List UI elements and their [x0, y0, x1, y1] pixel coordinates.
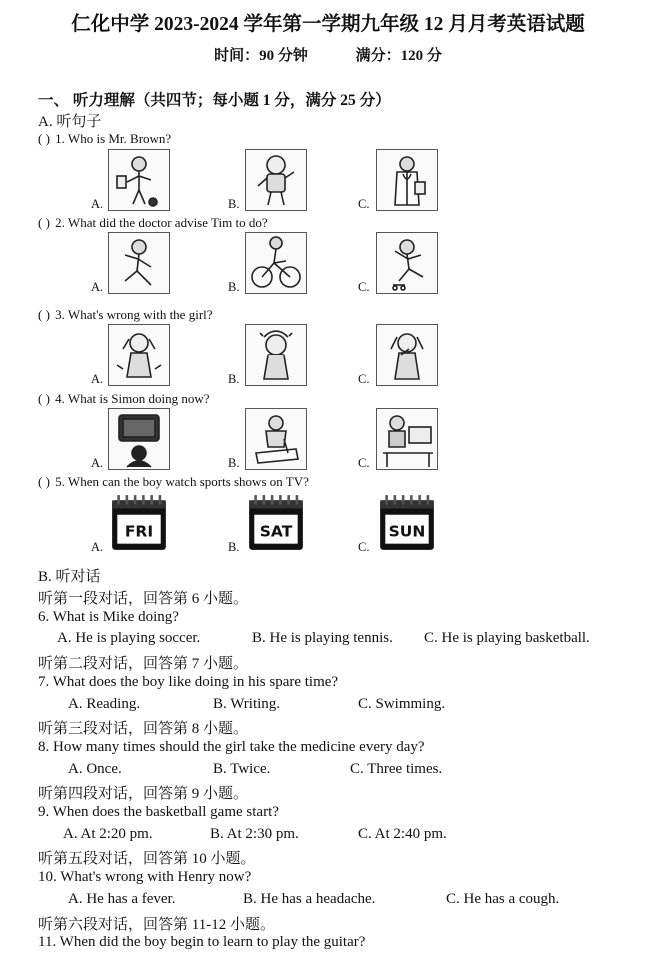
answer-option[interactable]: A. He is playing soccer. — [57, 630, 201, 647]
option-letter: A. — [91, 197, 104, 211]
watching-tv-icon — [108, 408, 170, 470]
option-letter: B. — [228, 540, 240, 554]
exam-subtitle — [0, 44, 656, 65]
dialogue-instruction: 听第六段对话，回答第 11-12 小题。 — [38, 916, 275, 933]
answer-blank[interactable]: ( ) — [38, 307, 50, 322]
drawing-boy-icon — [245, 408, 307, 470]
calendar-day-label: FRI — [124, 522, 154, 541]
question-2 — [38, 215, 268, 231]
soccer-coach-icon — [108, 149, 170, 211]
option-letter: B. — [228, 280, 240, 294]
question-text: 4. What is Simon doing now? — [51, 391, 210, 406]
answer-option[interactable]: C. At 2:40 pm. — [358, 825, 447, 842]
calendar-day-label: SAT — [259, 522, 293, 541]
sick-girl-icon — [108, 324, 170, 386]
answer-option[interactable]: A. Reading. — [68, 695, 141, 712]
answer-option[interactable]: C. Swimming. — [358, 695, 446, 712]
question-text: 8. How many times should the girl take the medicine every day? — [38, 738, 425, 755]
calendar-day-label: SUN — [388, 522, 426, 541]
question-text: 11. When did the boy begin to learn to play the guitar? — [38, 934, 366, 951]
answer-option[interactable]: A. Once. — [68, 760, 122, 777]
option-letter: B. — [228, 197, 240, 211]
question-text: 2. What did the doctor advise Tim to do? — [51, 215, 268, 230]
question-text: 9. When does the basketball game start? — [38, 804, 279, 820]
dialogue-instruction: 听第四段对话，回答第 9 小题。 — [38, 786, 249, 803]
part-a-label: A. 听句子 — [38, 114, 102, 130]
question-3 — [38, 307, 213, 323]
option-letter: C. — [358, 280, 370, 294]
cycling-icon — [245, 232, 307, 294]
skating-icon — [376, 232, 438, 294]
question-5 — [38, 474, 309, 490]
answer-blank[interactable]: ( ) — [38, 215, 50, 230]
option-letter: A. — [91, 372, 104, 386]
dialogue-instruction: 听第五段对话，回答第 10 小题。 — [38, 851, 256, 868]
question-1 — [38, 131, 171, 147]
dialogue-instruction: 听第一段对话，回答第 6 小题。 — [38, 591, 249, 607]
dialogue-instruction: 听第三段对话，回答第 8 小题。 — [38, 721, 249, 738]
answer-option[interactable]: C. He is playing basketball. — [424, 630, 590, 647]
exam-title: 仁化中学 2023-2024 学年第一学期九年级 12 月月考英语试题 — [71, 14, 585, 35]
question-text: 10. What's wrong with Henry now? — [38, 869, 252, 886]
part-b-label: B. 听对话 — [38, 569, 101, 585]
option-letter: C. — [358, 197, 370, 211]
section-heading: 一、 听力理解（共四节；每小题 1 分，满分 25 分） — [38, 92, 391, 109]
question-text: 5. When can the boy watch sports shows on TV? — [51, 474, 309, 489]
exam-score: 满分：120 分 — [355, 48, 442, 64]
calendar-icon — [108, 492, 170, 554]
answer-option[interactable]: A. At 2:20 pm. — [63, 825, 153, 842]
option-letter: C. — [358, 540, 370, 554]
answer-blank[interactable]: ( ) — [38, 391, 50, 406]
question-text: 6. What is Mike doing? — [38, 608, 179, 625]
option-letter: B. — [228, 456, 240, 470]
girl-headache-icon — [245, 324, 307, 386]
option-letter: C. — [358, 456, 370, 470]
option-letter: A. — [91, 280, 104, 294]
astronaut-icon — [245, 149, 307, 211]
computer-boy-icon — [376, 408, 438, 470]
option-letter: C. — [358, 372, 370, 386]
answer-blank[interactable]: ( ) — [38, 131, 50, 146]
answer-option[interactable]: C. Three times. — [350, 760, 443, 777]
question-text: 7. What does the boy like doing in his spare time? — [38, 673, 339, 690]
running-boy-icon — [108, 232, 170, 294]
answer-option[interactable]: B. He has a headache. — [243, 890, 376, 907]
option-letter: A. — [91, 456, 104, 470]
exam-time: 时间：90 分钟 — [214, 48, 308, 64]
question-text: 1. Who is Mr. Brown? — [51, 131, 172, 146]
calendar-icon — [245, 492, 307, 554]
option-letter: B. — [228, 372, 240, 386]
question-4 — [38, 391, 209, 407]
answer-option[interactable]: C. He has a cough. — [446, 890, 560, 907]
answer-option[interactable]: B. He is playing tennis. — [252, 630, 393, 647]
answer-option[interactable]: A. He has a fever. — [68, 890, 176, 907]
answer-blank[interactable]: ( ) — [38, 474, 50, 489]
doctor-icon — [376, 149, 438, 211]
answer-option[interactable]: B. Writing. — [213, 695, 281, 712]
option-letter: A. — [91, 540, 104, 554]
answer-option[interactable]: B. At 2:30 pm. — [210, 825, 299, 842]
calendar-icon — [376, 492, 438, 554]
girl-cough-icon — [376, 324, 438, 386]
answer-option[interactable]: B. Twice. — [213, 760, 271, 777]
dialogue-instruction: 听第二段对话，回答第 7 小题。 — [38, 656, 249, 673]
question-text: 3. What's wrong with the girl? — [51, 307, 213, 322]
